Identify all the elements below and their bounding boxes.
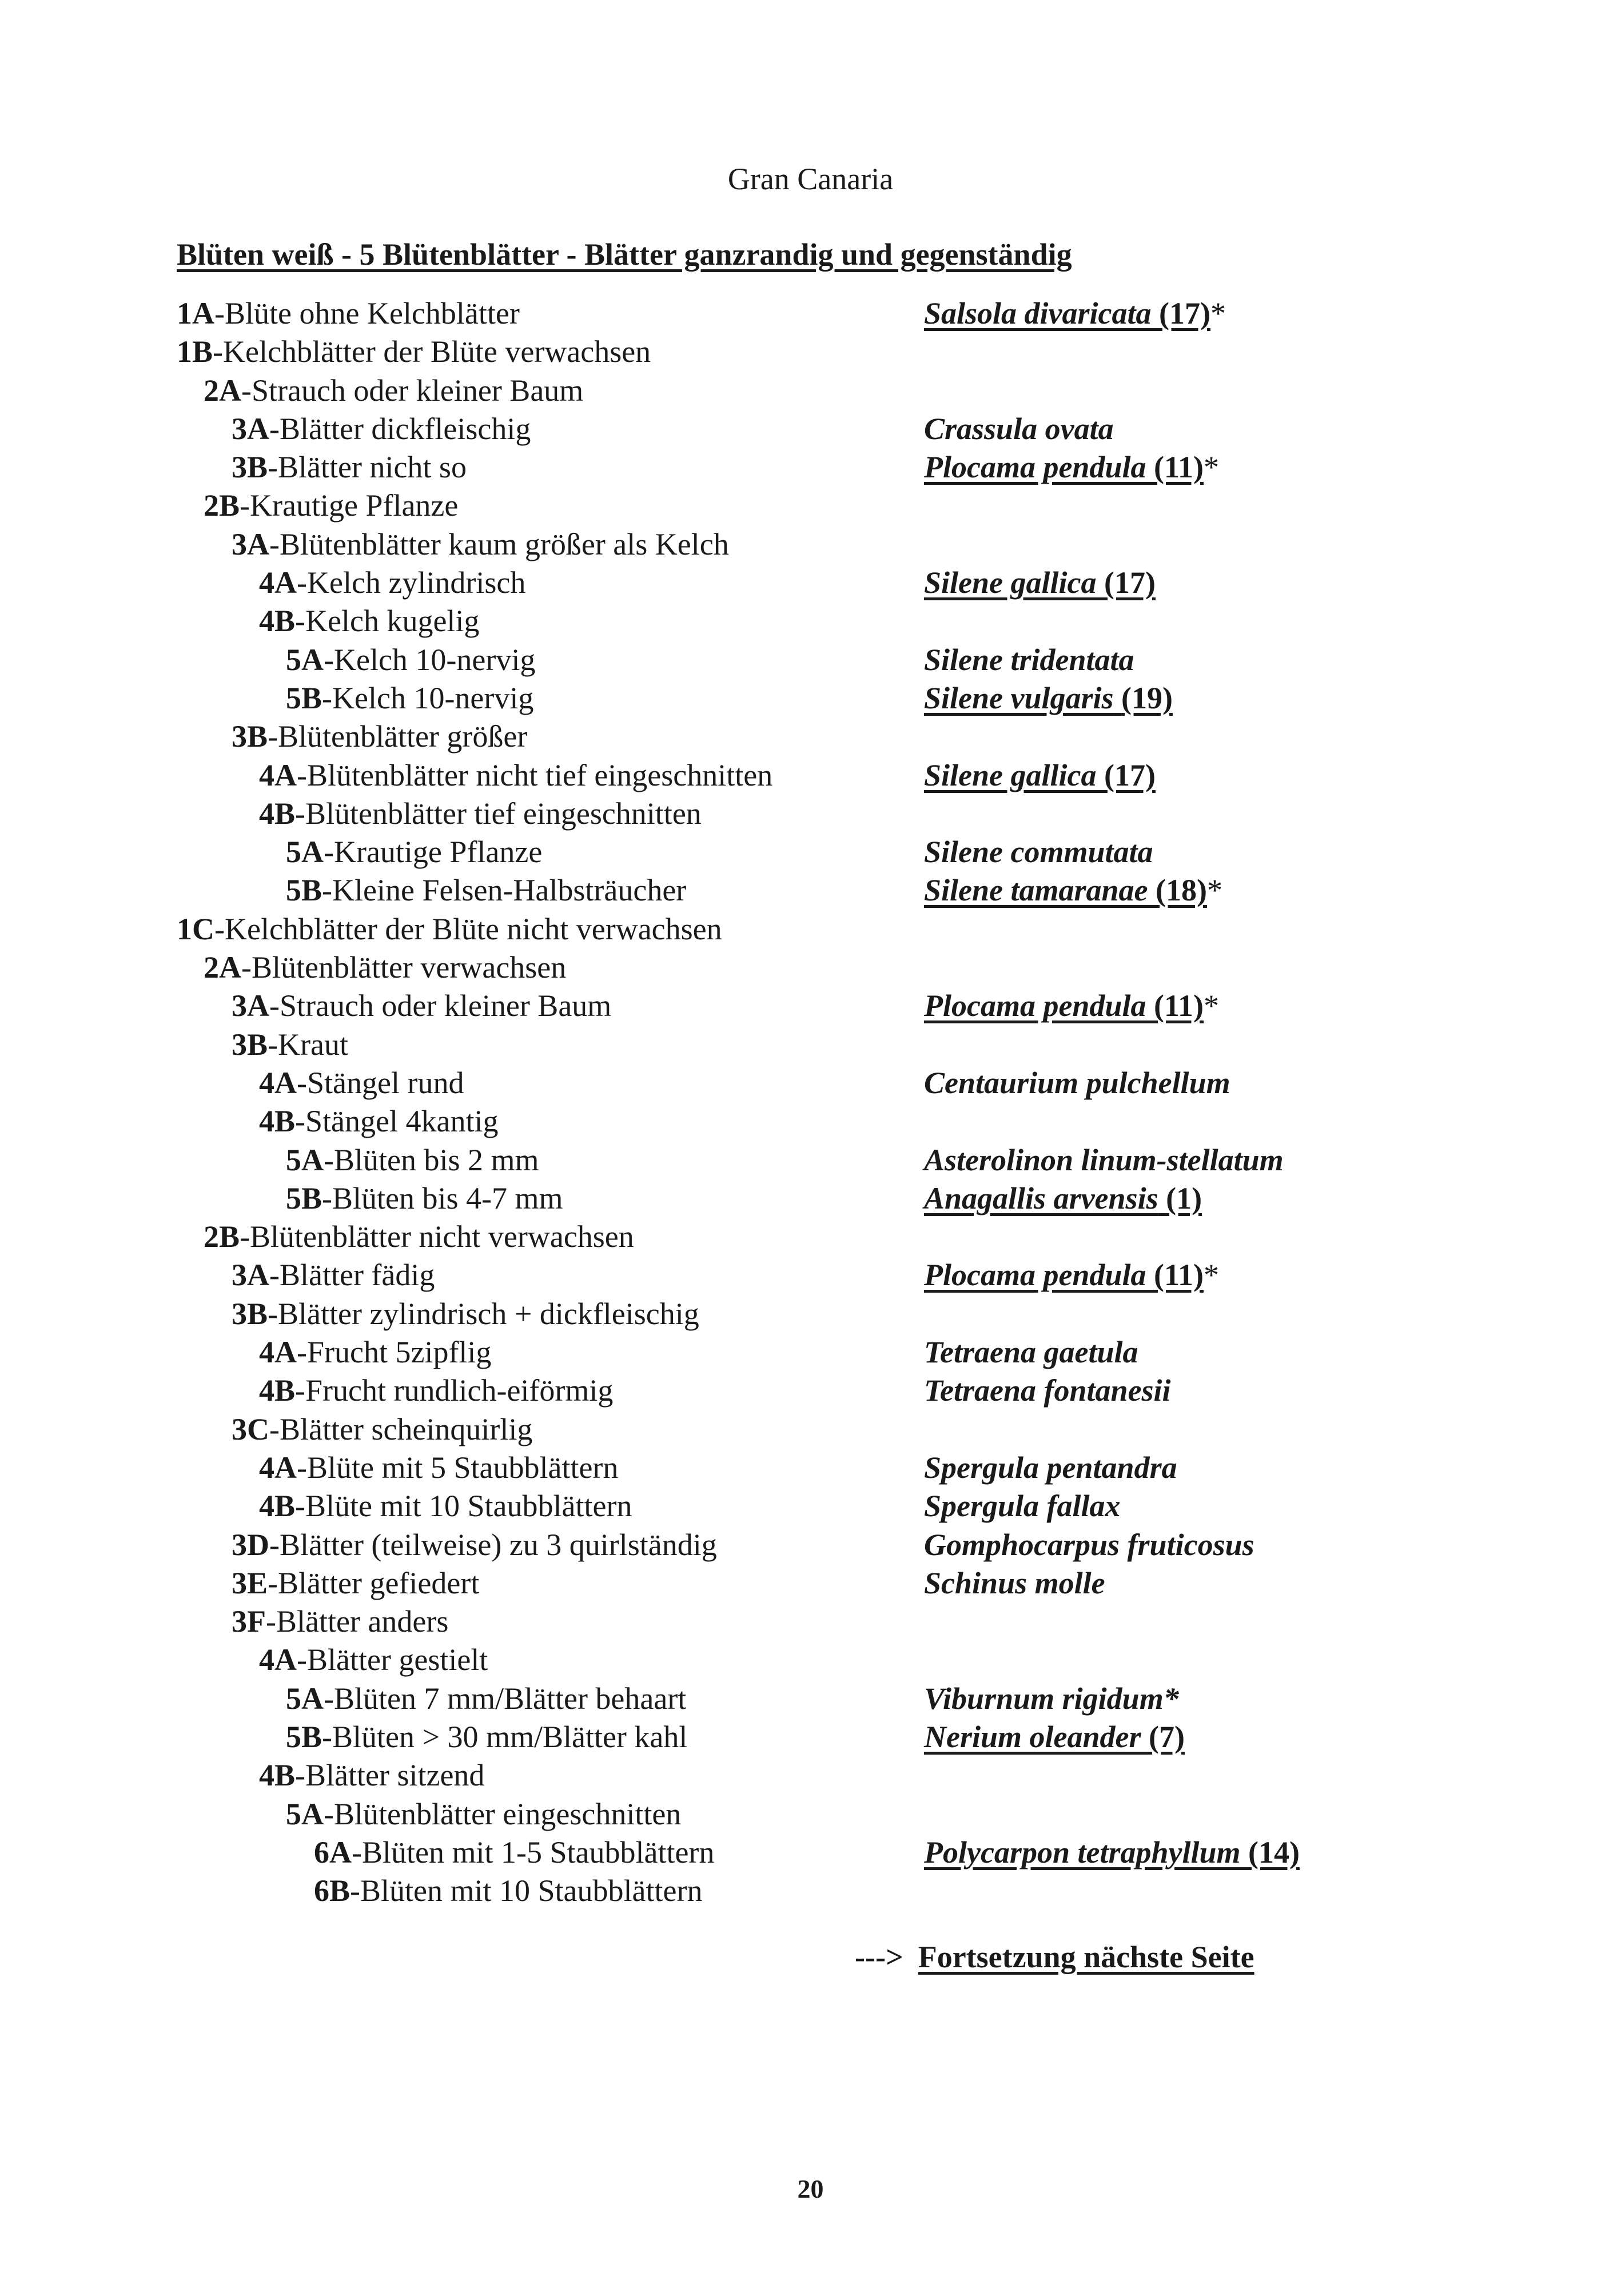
couplet-text: -Kelch zylindrisch	[297, 565, 526, 600]
key-couplet	[232, 987, 611, 1025]
species-result[interactable]	[924, 987, 1219, 1025]
couplet-text: -Blüten mit 10 Staubblättern	[350, 1874, 703, 1908]
couplet-text: -Blüte ohne Kelchblätter	[214, 296, 520, 330]
key-row	[0, 448, 1621, 487]
couplet-text: -Blütenblätter größer	[268, 719, 528, 754]
key-row	[0, 372, 1621, 410]
key-couplet	[259, 1372, 613, 1410]
key-couplet	[232, 1256, 435, 1294]
couplet-code: 3D	[232, 1527, 269, 1562]
key-row	[0, 641, 1621, 679]
key-row	[0, 1218, 1621, 1256]
arrow-icon: --->	[855, 1940, 903, 1974]
couplet-text: -Strauch oder kleiner Baum	[269, 988, 612, 1023]
couplet-text: -Kelchblätter der Blüte verwachsen	[213, 334, 651, 369]
species-reference: (7)	[1149, 1719, 1185, 1754]
species-name[interactable]: Silene gallica	[924, 758, 1097, 792]
couplet-code: 3B	[232, 1027, 268, 1062]
key-row	[0, 833, 1621, 871]
couplet-code: 5B	[286, 1719, 322, 1754]
key-row	[0, 487, 1621, 525]
couplet-code: 4A	[259, 1450, 297, 1485]
species-result[interactable]	[924, 679, 1173, 718]
couplet-text: -Blätter gestielt	[297, 1643, 488, 1677]
couplet-text: -Blätter sitzend	[295, 1758, 485, 1793]
species-result[interactable]	[924, 756, 1156, 795]
key-couplet	[286, 871, 686, 910]
couplet-code: 3A	[232, 527, 269, 561]
key-row	[0, 871, 1621, 910]
key-couplet	[232, 525, 729, 564]
species-result	[924, 833, 1153, 871]
species-result	[924, 1141, 1284, 1179]
key-row	[0, 1295, 1621, 1333]
species-name: Spergula pentandra	[924, 1450, 1177, 1485]
key-couplet	[259, 756, 772, 795]
species-name: Gomphocarpus fruticosus	[924, 1527, 1254, 1562]
couplet-code: 3B	[232, 719, 268, 754]
endemic-marker: *	[1207, 873, 1222, 908]
key-couplet	[286, 1179, 563, 1218]
couplet-text: -Blüte mit 10 Staubblättern	[295, 1489, 632, 1524]
couplet-code: 3B	[232, 1296, 268, 1331]
species-name[interactable]: Anagallis arvensis	[924, 1181, 1158, 1215]
couplet-code: 1B	[177, 334, 213, 369]
couplet-code: 4A	[259, 565, 297, 600]
species-result	[924, 1487, 1121, 1525]
page-number: 20	[797, 2174, 824, 2203]
species-result	[924, 1526, 1254, 1564]
key-row	[0, 1410, 1621, 1449]
identification-key	[0, 294, 1621, 1910]
key-couplet	[286, 679, 533, 718]
couplet-code: 4A	[259, 1065, 297, 1100]
couplet-text: -Blüten bis 2 mm	[324, 1142, 539, 1177]
key-couplet	[177, 910, 722, 948]
couplet-text: -Blüten bis 4-7 mm	[322, 1181, 563, 1215]
couplet-code: 2A	[204, 950, 241, 985]
species-result	[924, 1333, 1138, 1372]
species-name[interactable]: Plocama pendula	[924, 450, 1146, 485]
couplet-code: 4B	[259, 1373, 296, 1408]
key-row	[0, 1487, 1621, 1525]
species-name[interactable]: Salsola divaricata	[924, 296, 1152, 330]
species-name: Viburnum rigidum	[924, 1681, 1164, 1716]
couplet-code: 6A	[314, 1835, 352, 1870]
couplet-text: -Blüten mit 1-5 Staubblättern	[352, 1835, 715, 1870]
endemic-marker: *	[1163, 1681, 1179, 1716]
endemic-marker: *	[1210, 296, 1226, 330]
continuation-link[interactable]: Fortsetzung nächste Seite	[918, 1940, 1254, 1974]
species-result	[924, 410, 1114, 448]
couplet-code: 3A	[232, 411, 269, 446]
key-couplet	[286, 641, 535, 679]
species-result[interactable]	[924, 1179, 1202, 1218]
key-couplet	[232, 410, 531, 448]
couplet-text: -Blätter zylindrisch + dickfleischig	[268, 1296, 699, 1331]
couplet-text: -Blütenblätter kaum größer als Kelch	[269, 527, 729, 561]
couplet-text: -Kelch 10-nervig	[324, 642, 536, 677]
species-name[interactable]: Plocama pendula	[924, 1258, 1146, 1293]
couplet-code: 6B	[314, 1874, 351, 1908]
couplet-text: -Blätter (teilweise) zu 3 quirlständig	[269, 1527, 717, 1562]
key-couplet	[286, 1680, 686, 1718]
key-row	[0, 1795, 1621, 1833]
species-result[interactable]	[924, 294, 1226, 333]
species-name[interactable]: Nerium oleander	[924, 1719, 1141, 1754]
couplet-text: -Blätter gefiedert	[268, 1565, 480, 1600]
couplet-code: 3A	[232, 988, 269, 1023]
key-couplet	[314, 1872, 702, 1910]
key-row	[0, 294, 1621, 333]
species-reference: (11)	[1154, 988, 1204, 1023]
couplet-text: -Krautige Pflanze	[324, 835, 543, 870]
couplet-code: 3A	[232, 1258, 269, 1293]
couplet-text: -Blätter anders	[266, 1604, 449, 1639]
key-couplet	[259, 1756, 484, 1795]
key-couplet	[204, 948, 566, 987]
couplet-text: -Blätter dickfleischig	[269, 411, 531, 446]
key-couplet	[259, 564, 525, 602]
key-couplet	[232, 1603, 448, 1641]
key-row	[0, 333, 1621, 371]
key-couplet	[259, 1641, 488, 1679]
couplet-code: 4A	[259, 1335, 297, 1370]
species-result[interactable]	[924, 564, 1156, 602]
section-heading: Blüten weiß - 5 Blütenblätter - Blätter ganzrandig und gegenständig	[177, 237, 1072, 272]
key-row	[0, 1333, 1621, 1372]
key-row	[0, 1872, 1621, 1910]
species-name: Crassula ovata	[924, 411, 1114, 446]
key-row	[0, 679, 1621, 718]
key-row	[0, 1449, 1621, 1487]
couplet-code: 5A	[286, 1681, 324, 1716]
key-row	[0, 1026, 1621, 1064]
key-row	[0, 910, 1621, 948]
species-result[interactable]	[924, 871, 1222, 910]
couplet-text: -Kelch 10-nervig	[322, 680, 534, 715]
couplet-text: -Blätter nicht so	[268, 450, 467, 485]
key-row	[0, 1680, 1621, 1718]
key-couplet	[232, 1026, 348, 1064]
species-reference: (1)	[1166, 1181, 1202, 1215]
couplet-text: -Blätter scheinquirlig	[269, 1412, 533, 1446]
key-row	[0, 1179, 1621, 1218]
key-row	[0, 1372, 1621, 1410]
key-row	[0, 1526, 1621, 1564]
couplet-code: 3E	[232, 1565, 268, 1600]
species-reference: (17)	[1104, 565, 1156, 600]
couplet-text: -Stängel 4kantig	[295, 1104, 499, 1139]
species-name: Centaurium pulchellum	[924, 1065, 1230, 1100]
species-reference: (17)	[1104, 758, 1156, 792]
species-result	[924, 1372, 1171, 1410]
couplet-code: 3B	[232, 450, 268, 485]
couplet-text: -Blütenblätter nicht verwachsen	[240, 1219, 634, 1254]
couplet-code: 5A	[286, 1142, 324, 1177]
key-couplet	[232, 1410, 532, 1449]
couplet-text: -Blütenblätter verwachsen	[241, 950, 567, 985]
couplet-text: -Blüten 7 mm/Blätter behaart	[324, 1681, 687, 1716]
couplet-code: 5B	[286, 873, 322, 908]
key-couplet	[259, 1064, 464, 1102]
key-row	[0, 1564, 1621, 1603]
key-couplet	[232, 448, 467, 487]
species-name[interactable]: Plocama pendula	[924, 988, 1146, 1023]
couplet-text: -Blüte mit 5 Staubblättern	[297, 1450, 619, 1485]
key-row	[0, 1102, 1621, 1141]
key-row	[0, 948, 1621, 987]
key-couplet	[286, 1141, 539, 1179]
key-row	[0, 718, 1621, 756]
species-name: Tetraena fontanesii	[924, 1373, 1171, 1408]
couplet-code: 4B	[259, 1104, 296, 1139]
endemic-marker: *	[1204, 450, 1219, 485]
couplet-text: -Kelchblätter der Blüte nicht verwachsen	[214, 911, 722, 946]
key-couplet	[259, 1449, 618, 1487]
key-row	[0, 602, 1621, 640]
key-row	[0, 1833, 1621, 1872]
key-couplet	[177, 294, 520, 333]
couplet-text: -Blätter fädig	[269, 1258, 435, 1293]
couplet-code: 5B	[286, 680, 322, 715]
couplet-code: 4B	[259, 1489, 296, 1524]
key-couplet	[204, 1218, 634, 1256]
couplet-text: -Kraut	[268, 1027, 348, 1062]
key-row	[0, 987, 1621, 1025]
species-result	[924, 1064, 1230, 1102]
key-row	[0, 1141, 1621, 1179]
couplet-code: 4B	[259, 1758, 296, 1793]
key-couplet	[232, 718, 527, 756]
key-row	[0, 564, 1621, 602]
species-name[interactable]: Silene vulgaris	[924, 680, 1114, 715]
species-result[interactable]	[924, 1256, 1219, 1294]
couplet-code: 2B	[204, 1219, 240, 1254]
species-reference: (17)	[1159, 296, 1210, 330]
species-result	[924, 1564, 1105, 1603]
species-result	[924, 641, 1134, 679]
key-couplet	[259, 1102, 498, 1141]
couplet-code: 4A	[259, 1643, 297, 1677]
couplet-code: 1A	[177, 296, 214, 330]
key-couplet	[286, 1718, 687, 1756]
endemic-marker: *	[1204, 1258, 1219, 1293]
couplet-code: 4B	[259, 796, 296, 831]
key-couplet	[204, 487, 458, 525]
key-couplet	[232, 1564, 479, 1603]
key-couplet	[286, 833, 542, 871]
key-couplet	[232, 1295, 699, 1333]
couplet-text: -Strauch oder kleiner Baum	[241, 373, 584, 408]
key-couplet	[232, 1526, 717, 1564]
couplet-text: -Krautige Pflanze	[240, 488, 459, 523]
species-result[interactable]	[924, 448, 1219, 487]
key-row	[0, 410, 1621, 448]
species-result	[924, 1680, 1179, 1718]
key-couplet	[314, 1833, 714, 1872]
species-result[interactable]	[924, 1833, 1300, 1872]
species-name[interactable]: Polycarpon tetraphyllum	[924, 1835, 1241, 1870]
couplet-code: 5A	[286, 835, 324, 870]
couplet-text: -Kelch kugelig	[295, 604, 480, 639]
couplet-text: -Frucht rundlich-eiförmig	[295, 1373, 614, 1408]
key-row	[0, 1756, 1621, 1795]
couplet-code: 2B	[204, 488, 240, 523]
species-name: Silene tridentata	[924, 642, 1134, 677]
key-couplet	[204, 372, 583, 410]
couplet-code: 4B	[259, 604, 296, 639]
couplet-code: 3C	[232, 1412, 269, 1446]
couplet-text: -Frucht 5zipflig	[297, 1335, 492, 1370]
key-row	[0, 1718, 1621, 1756]
key-row	[0, 1064, 1621, 1102]
couplet-code: 2A	[204, 373, 241, 408]
couplet-code: 5B	[286, 1181, 322, 1215]
species-name[interactable]: Silene gallica	[924, 565, 1097, 600]
key-couplet	[259, 602, 479, 640]
couplet-code: 1C	[177, 911, 214, 946]
continuation-note	[855, 1939, 1254, 1975]
key-row	[0, 1603, 1621, 1641]
species-result	[924, 1449, 1177, 1487]
couplet-text: -Blütenblätter eingeschnitten	[324, 1796, 682, 1831]
species-name[interactable]: Silene tamaranae	[924, 873, 1148, 908]
couplet-code: 4A	[259, 758, 297, 792]
key-couplet	[286, 1795, 681, 1833]
couplet-text: -Blütenblätter nicht tief eingeschnitten	[297, 758, 773, 792]
key-row	[0, 795, 1621, 833]
key-row	[0, 1641, 1621, 1679]
species-reference: (18)	[1156, 873, 1207, 908]
species-reference: (14)	[1248, 1835, 1300, 1870]
key-couplet	[259, 1487, 632, 1525]
key-couplet	[259, 1333, 491, 1372]
key-couplet	[177, 333, 651, 371]
couplet-text: -Blüten > 30 mm/Blätter kahl	[322, 1719, 688, 1754]
species-name: Silene commutata	[924, 835, 1153, 870]
couplet-text: -Blütenblätter tief eingeschnitten	[295, 796, 702, 831]
key-row	[0, 525, 1621, 564]
species-reference: (11)	[1154, 450, 1204, 485]
couplet-text: -Stängel rund	[297, 1065, 464, 1100]
species-name: Asterolinon linum-stellatum	[924, 1142, 1284, 1177]
species-result[interactable]	[924, 1718, 1185, 1756]
couplet-text: -Kleine Felsen-Halbsträucher	[322, 873, 687, 908]
key-couplet	[259, 795, 702, 833]
key-row	[0, 756, 1621, 795]
key-row	[0, 1256, 1621, 1294]
couplet-code: 5A	[286, 642, 324, 677]
species-name: Tetraena gaetula	[924, 1335, 1138, 1370]
page-title: Gran Canaria	[727, 162, 894, 196]
couplet-code: 3F	[232, 1604, 266, 1639]
species-reference: (19)	[1121, 680, 1173, 715]
endemic-marker: *	[1204, 988, 1219, 1023]
species-name: Spergula fallax	[924, 1489, 1121, 1524]
species-reference: (11)	[1154, 1258, 1204, 1293]
couplet-code: 5A	[286, 1796, 324, 1831]
species-name: Schinus molle	[924, 1565, 1105, 1600]
